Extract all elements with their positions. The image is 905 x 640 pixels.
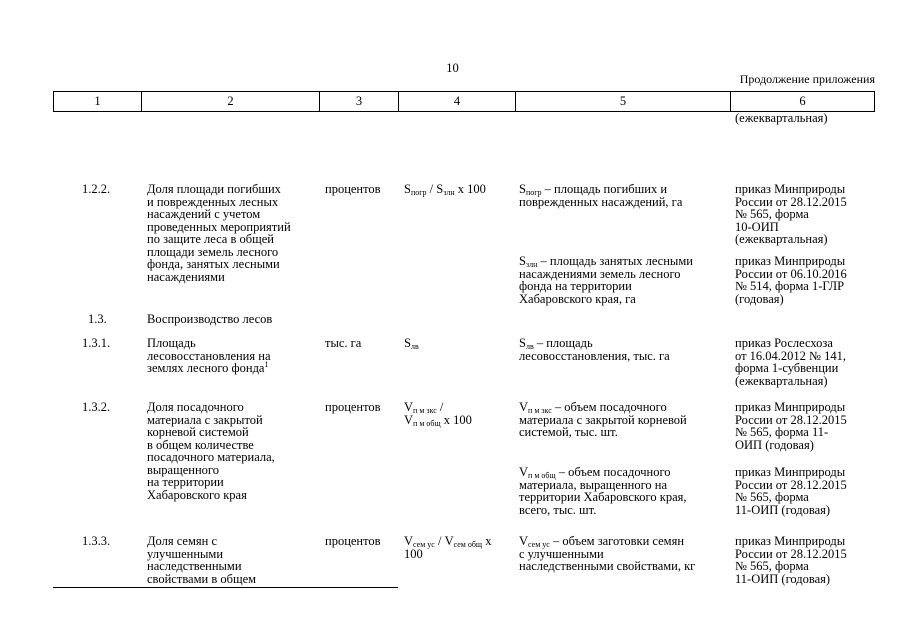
footnote-marker: 1 [264,360,269,369]
row-13-section-title: Воспроизводство лесов [147,312,273,326]
continuation-note: Продолжение приложения [739,72,875,86]
row-122-formula: $S_{погр} / S_{злн}$ x 100 [404,182,486,197]
row-122-source-1: приказ Минприроды России от 28.12.2015 № 565, форма 10-ОИП (ежеквартальная) [735,182,847,246]
row-132-indicator: Доля посадочного материала с закрытой корневой системой в общем количестве посадочного материала, выращенного на территории Хабаровского края [147,400,275,502]
row-132-formula: $V_{п м зкс}$ / $V_{п м общ}$ x 100 [404,400,472,428]
row-132-unit: процентов [325,400,381,414]
row-132-number: 1.3.2. [82,400,111,414]
row-131-formula: $S_{лв}$ [404,336,419,351]
row-132-source-2: приказ Минприроды России от 28.12.2015 № 565, форма 11-ОИП (годовая) [735,465,847,517]
row-122-source-2: приказ Минприроды России от 06.10.2016 № 514, форма 1-ГЛР (годовая) [735,254,847,306]
row-122-definition-1: $S_{погр}$ – площадь погибших и поврежденных насаждений, га [519,182,683,209]
column-header-6: 6 [730,92,875,111]
row-122-unit: процентов [325,182,381,196]
row-122-indicator: Доля площади погибших и поврежденных лесных насаждений с учетом проведенных мероприятий по защите леса в общей площади земель лесного фонда, занятых лесными насаждениями [147,182,291,284]
column-header-2: 2 [141,92,319,111]
column-header-3: 3 [319,92,398,111]
row-132-definition-1: $V_{п м зкс}$ – объем посадочного материала с закрытой корневой системой, тыс. шт. [519,400,687,439]
page-number: 10 [446,61,459,75]
row-133-source-1: приказ Минприроды России от 28.12.2015 № 565, форма 11-ОИП (годовая) [735,534,847,586]
row-133-unit: процентов [325,534,381,548]
footnote-separator [53,587,398,588]
carryover-source: (ежеквартальная) [735,111,828,125]
row-131-number: 1.3.1. [82,336,111,350]
column-header-5: 5 [515,92,730,111]
row-131-unit: тыс. га [325,336,362,350]
row-133-number: 1.3.3. [82,534,111,548]
row-133-definition-1: $V_{сем ус}$ – объем заготовки семян с улучшенными наследственными свойствами, кг [519,534,696,573]
row-122-number: 1.2.2. [82,182,111,196]
column-header-4: 4 [398,92,515,111]
row-132-definition-2: $V_{п м общ}$ – объем посадочного материала, выращенного на территории Хабаровского края, всего, тыс. шт. [519,465,687,517]
row-131-definition-1: $S_{лв}$ – площадь лесовосстановления, тыс. га [519,336,670,363]
column-header-1: 1 [53,92,141,111]
row-133-indicator: Доля семян с улучшенными наследственными свойствами в общем [147,534,257,586]
row-132-source-1: приказ Минприроды России от 28.12.2015 № 565, форма 11- ОИП (годовая) [735,400,847,452]
row-131-source-1: приказ Рослесхоза от 16.04.2012 № 141, форма 1-субвенции (ежеквартальная) [735,336,846,388]
row-13-number: 1.3. [88,312,107,326]
row-133-formula: $V_{сем ус} / V_{сем общ}$ x 100 [404,534,492,561]
column-header-row [53,91,875,112]
row-131-indicator: Площадь лесовосстановления на землях лесного фонда$^1$ [147,336,271,375]
row-122-definition-2: $S_{злн}$ – площадь занятых лесными насаждениями земель лесного фонда на территории Хабаровского края, га [519,254,693,306]
